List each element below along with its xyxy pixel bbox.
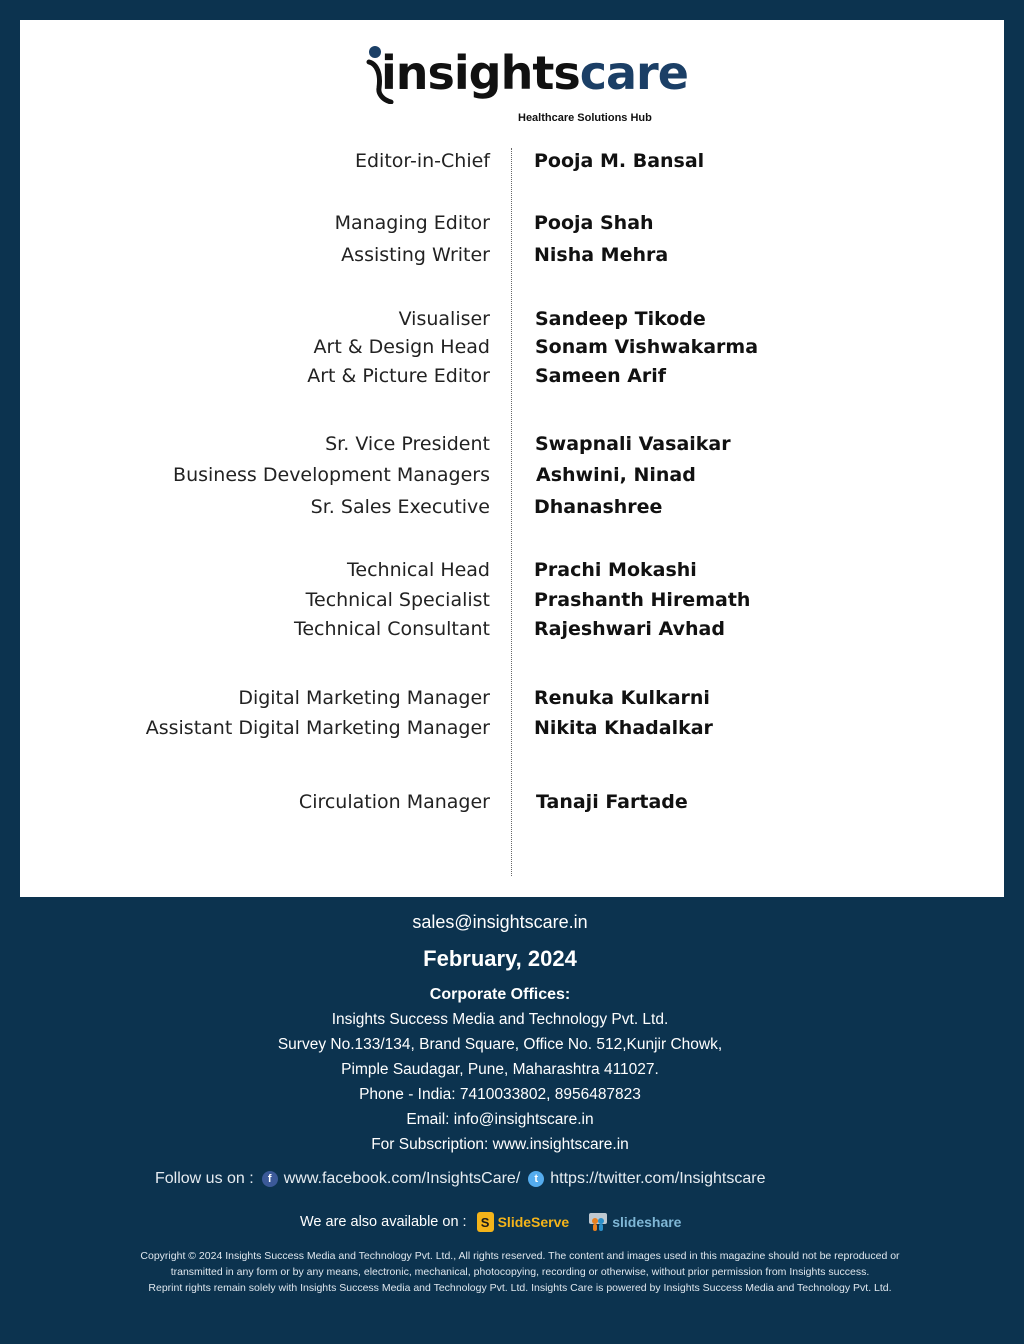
column-divider <box>511 148 512 876</box>
staff-role: Art & Design Head <box>313 336 490 358</box>
staff-role: Assisting Writer <box>341 244 490 266</box>
staff-role: Sr. Sales Executive <box>310 496 490 518</box>
copyright-line: transmitted in any form or by any means, electronic, mechanical, photocopying, recording or otherwise, without prior permission from Insights success. <box>170 1266 870 1278</box>
staff-name: Nikita Khadalkar <box>534 717 713 739</box>
staff-role: Technical Specialist <box>305 589 490 611</box>
available-label: We are also available on : <box>300 1214 467 1230</box>
availability-row <box>300 1208 681 1236</box>
logo-word-care: care <box>579 46 688 100</box>
slideserve-link[interactable] <box>477 1212 570 1232</box>
address-line: Insights Success Media and Technology Pvt. Ltd. <box>331 1011 669 1028</box>
staff-role: Technical Head <box>347 559 490 581</box>
staff-name: Sameen Arif <box>535 365 667 387</box>
follow-label: Follow us on : <box>155 1170 254 1187</box>
staff-role: Editor-in-Chief <box>354 150 490 172</box>
staff-name: Swapnali Vasaikar <box>535 433 731 455</box>
staff-role: Digital Marketing Manager <box>238 687 490 709</box>
slideshare-icon <box>587 1211 609 1233</box>
sales-email: sales@insightscare.in <box>412 912 588 932</box>
social-links <box>155 1168 765 1190</box>
staff-name: Rajeshwari Avhad <box>534 618 725 640</box>
staff-name: Ashwini, Ninad <box>536 464 696 486</box>
corporate-offices-heading: Corporate Offices: <box>429 986 571 1003</box>
slideshare-label: slideshare <box>612 1214 682 1230</box>
copyright-line: Copyright © 2024 Insights Success Media and Technology Pvt. Ltd., All rights reserved. The content and images used in this magazine should not be reproduced or <box>140 1250 900 1262</box>
facebook-link[interactable]: www.facebook.com/InsightsCare/ <box>283 1170 521 1187</box>
staff-role: Assistant Digital Marketing Manager <box>145 717 490 739</box>
address-line: Pimple Saudagar, Pune, Maharashtra 411027. <box>341 1061 659 1078</box>
staff-role: Sr. Vice President <box>325 433 490 455</box>
staff-role: Business Development Managers <box>173 464 490 486</box>
subscription-line: For Subscription: www.insightscare.in <box>371 1136 629 1153</box>
facebook-icon: f <box>262 1171 278 1187</box>
staff-role: Managing Editor <box>334 212 490 234</box>
address-line: Survey No.133/134, Brand Square, Office No. 512,Kunjir Chowk, <box>277 1036 723 1053</box>
staff-role: Visualiser <box>398 308 490 330</box>
staff-role: Art & Picture Editor <box>307 365 490 387</box>
staff-role: Technical Consultant <box>293 618 490 640</box>
staff-name: Pooja M. Bansal <box>534 150 705 172</box>
staff-role: Circulation Manager <box>298 791 490 813</box>
contact-email-line: Email: info@insightscare.in <box>406 1111 594 1128</box>
staff-name: Tanaji Fartade <box>536 791 688 813</box>
masthead-panel <box>20 20 1004 897</box>
twitter-icon: t <box>528 1171 544 1187</box>
staff-name: Prashanth Hiremath <box>534 589 751 611</box>
issue-date: February, 2024 <box>423 946 577 971</box>
slideserve-icon: S <box>477 1212 494 1232</box>
logo-tagline: Healthcare Solutions Hub <box>518 112 652 124</box>
insightscare-logo <box>365 44 695 134</box>
staff-name: Sandeep Tikode <box>535 308 706 330</box>
logo-wordmark <box>381 46 688 100</box>
staff-name: Sonam Vishwakarma <box>535 336 759 358</box>
logo-word-insights: insights <box>381 46 580 100</box>
slideserve-label: SlideServe <box>497 1214 570 1230</box>
staff-name: Renuka Kulkarni <box>534 687 710 709</box>
copyright-line: Reprint rights remain solely with Insights Success Media and Technology Pvt. Ltd. Insights Care is powered by Insights Success Media and Technology Pvt. Ltd. <box>148 1282 892 1294</box>
twitter-link[interactable]: https://twitter.com/Insightscare <box>550 1170 766 1187</box>
phone-line: Phone - India: 7410033802, 8956487823 <box>359 1086 641 1103</box>
slideshare-link[interactable] <box>587 1211 681 1233</box>
staff-name: Nisha Mehra <box>534 244 669 266</box>
staff-name: Dhanashree <box>534 496 663 518</box>
staff-name: Pooja Shah <box>534 212 654 234</box>
staff-name: Prachi Mokashi <box>534 559 697 581</box>
